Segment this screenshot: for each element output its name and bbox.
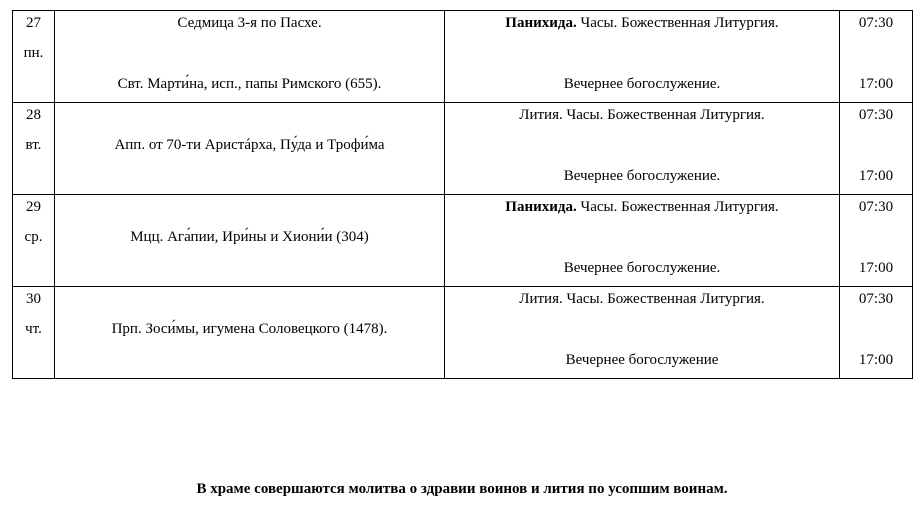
morning-time: 07:30: [858, 107, 894, 123]
commemoration-cell: [55, 103, 445, 195]
table-row: [13, 287, 913, 379]
service-cell: [445, 287, 840, 379]
evening-time: 17:00: [858, 352, 894, 368]
service-text: Лития. Часы. Божественная Литургия.: [519, 107, 765, 123]
service-text: Часы. Божественная Литургия.: [576, 199, 779, 215]
table-row: [13, 11, 913, 103]
date-cell: [13, 11, 55, 103]
evening-service: Вечернее богослужение.: [563, 260, 721, 276]
evening-service: Вечернее богослужение.: [563, 168, 721, 184]
weekday: ср.: [24, 229, 43, 245]
time-cell: [840, 287, 913, 379]
commemoration-title: Седмица 3-я по Пасхе.: [177, 15, 322, 31]
commemoration-cell: [55, 195, 445, 287]
morning-service: [445, 198, 839, 216]
day-number: 30: [26, 291, 41, 307]
weekday: чт.: [25, 321, 42, 337]
service-cell: [445, 11, 840, 103]
evening-service: Вечернее богослужение: [565, 352, 719, 368]
service-cell: [445, 103, 840, 195]
schedule-table: [12, 10, 913, 379]
day-number: 27: [26, 15, 41, 31]
weekday: вт.: [25, 137, 42, 153]
service-highlight: Панихида.: [505, 15, 577, 31]
morning-service: [445, 14, 839, 32]
commemoration-saint: Апп. от 70-ти Аристáрха, Пу́да и Трофи́ма: [114, 137, 385, 153]
footer-note: В храме совершаются молитва о здравии воинов и лития по усопшим воинам.: [196, 481, 728, 497]
morning-service: [445, 290, 839, 308]
day-number: 28: [26, 107, 41, 123]
morning-time: 07:30: [858, 291, 894, 307]
time-cell: [840, 103, 913, 195]
day-number: 29: [26, 199, 41, 215]
evening-time: 17:00: [858, 76, 894, 92]
date-cell: [13, 287, 55, 379]
time-cell: [840, 195, 913, 287]
commemoration-saint: Мцц. Ага́пии, Ири́ны и Хиони́и (304): [130, 229, 369, 245]
service-text: Лития. Часы. Божественная Литургия.: [519, 291, 765, 307]
morning-time: 07:30: [858, 15, 894, 31]
table-row: [13, 195, 913, 287]
commemoration-saint: Свт. Марти́на, исп., папы Римского (655).: [117, 76, 382, 92]
morning-time: 07:30: [858, 199, 894, 215]
commemoration-cell: [55, 287, 445, 379]
commemoration-cell: [55, 11, 445, 103]
service-cell: [445, 195, 840, 287]
service-text: Часы. Божественная Литургия.: [576, 15, 779, 31]
service-highlight: Панихида.: [505, 199, 577, 215]
table-row: [13, 103, 913, 195]
morning-service: [445, 106, 839, 124]
date-cell: [13, 195, 55, 287]
commemoration-saint: Прп. Зоси́мы, игумена Соловецкого (1478).: [111, 321, 388, 337]
time-cell: [840, 11, 913, 103]
evening-service: Вечернее богослужение.: [563, 76, 721, 92]
date-cell: [13, 103, 55, 195]
evening-time: 17:00: [858, 168, 894, 184]
weekday: пн.: [23, 45, 44, 61]
evening-time: 17:00: [858, 260, 894, 276]
